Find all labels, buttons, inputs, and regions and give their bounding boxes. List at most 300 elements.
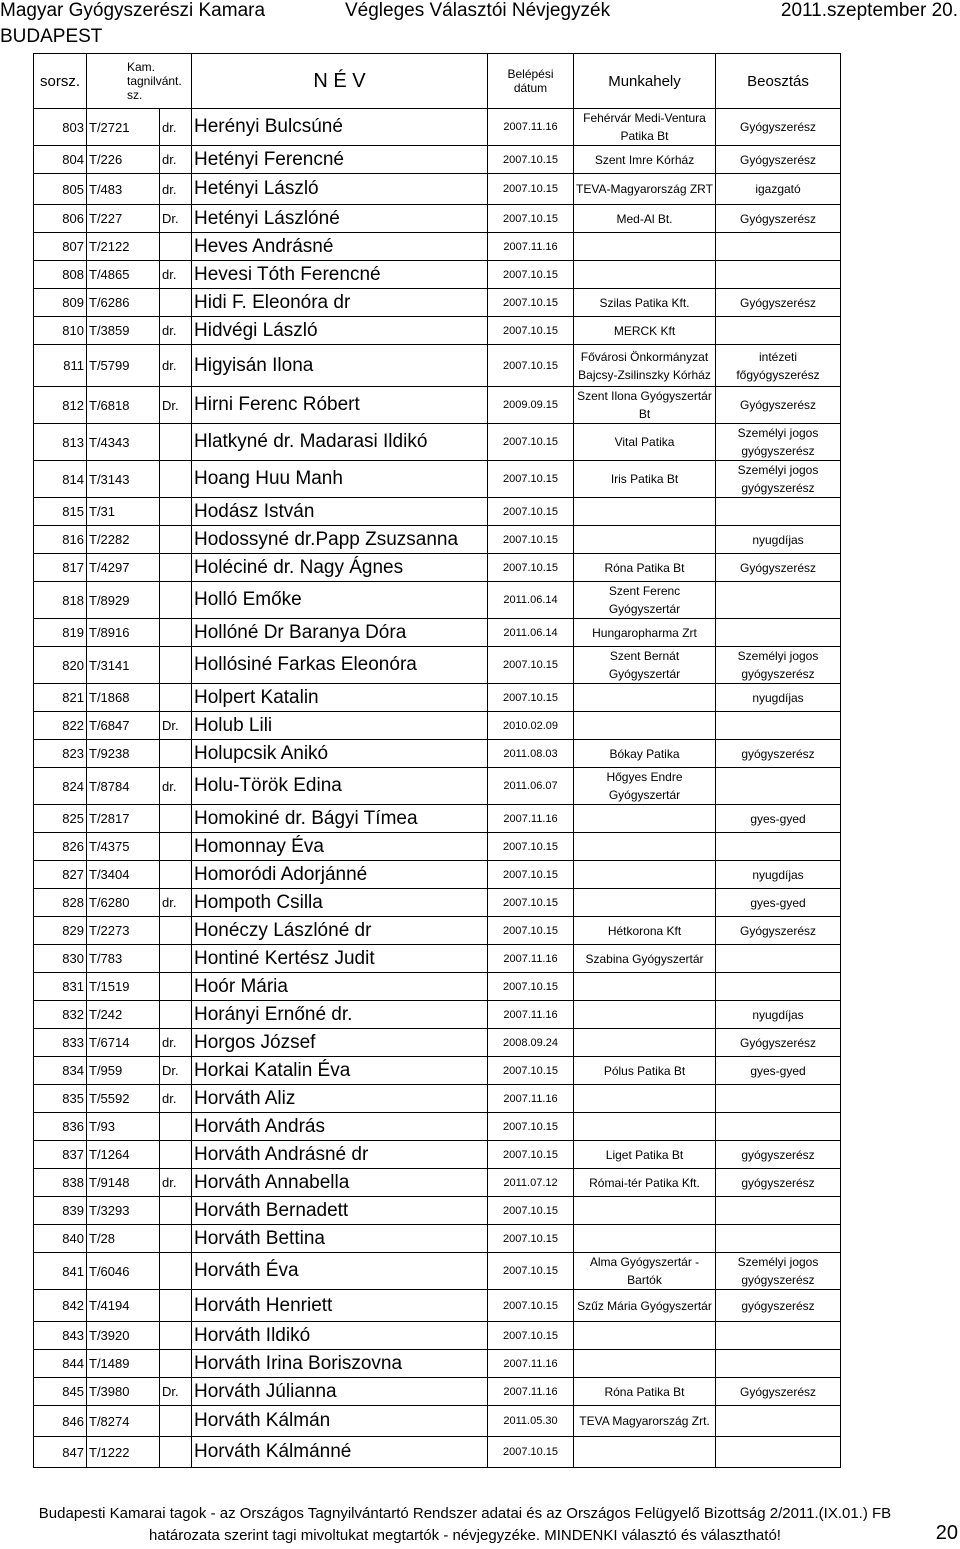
row-code: T/4194 bbox=[87, 1290, 160, 1322]
row-position: gyes-gyed bbox=[716, 805, 841, 833]
row-workplace bbox=[574, 1001, 716, 1029]
row-name: Horváth Kálmán bbox=[192, 1406, 488, 1437]
table-row bbox=[34, 1253, 841, 1290]
row-name: Hetényi Lászlóné bbox=[192, 205, 488, 233]
row-date: 2007.11.16 bbox=[488, 1085, 574, 1113]
row-number: 844 bbox=[34, 1350, 87, 1378]
row-number: 815 bbox=[34, 498, 87, 526]
table-row bbox=[34, 1085, 841, 1113]
row-code: T/3141 bbox=[87, 647, 160, 684]
row-position: Gyógyszerész bbox=[716, 109, 841, 146]
row-number: 809 bbox=[34, 289, 87, 317]
table-row bbox=[34, 861, 841, 889]
row-prefix bbox=[160, 461, 192, 498]
header-date: 2011.szeptember 20. bbox=[780, 0, 958, 21]
row-position: Személyi jogos gyógyszerész bbox=[716, 424, 841, 461]
row-code: T/8274 bbox=[87, 1406, 160, 1437]
row-date: 2007.10.15 bbox=[488, 1290, 574, 1322]
col-belepes: Belépési dátum bbox=[488, 54, 574, 109]
row-number: 829 bbox=[34, 917, 87, 945]
row-prefix: dr. bbox=[160, 1085, 192, 1113]
row-workplace bbox=[574, 1437, 716, 1468]
row-number: 828 bbox=[34, 889, 87, 917]
table-row bbox=[34, 526, 841, 554]
row-name: Homokiné dr. Bágyi Tímea bbox=[192, 805, 488, 833]
row-position bbox=[716, 317, 841, 345]
row-position bbox=[716, 582, 841, 619]
row-number: 843 bbox=[34, 1322, 87, 1350]
table-row bbox=[34, 345, 841, 387]
row-code: T/3920 bbox=[87, 1322, 160, 1350]
row-prefix bbox=[160, 526, 192, 554]
row-name: Hevesi Tóth Ferencné bbox=[192, 261, 488, 289]
table-row bbox=[34, 317, 841, 345]
row-date: 2007.10.15 bbox=[488, 1197, 574, 1225]
row-workplace: Róna Patika Bt bbox=[574, 1378, 716, 1406]
footer-line-2: határozata szerint tagi mivoltukat megtartók - névjegyzéke. MINDENKI választó és választható! bbox=[149, 1527, 781, 1544]
row-number: 831 bbox=[34, 973, 87, 1001]
row-workplace bbox=[574, 973, 716, 1001]
table-row bbox=[34, 945, 841, 973]
row-code: T/28 bbox=[87, 1225, 160, 1253]
row-prefix: dr. bbox=[160, 1169, 192, 1197]
row-number: 810 bbox=[34, 317, 87, 345]
row-workplace bbox=[574, 261, 716, 289]
row-code: T/8929 bbox=[87, 582, 160, 619]
table-row bbox=[34, 1378, 841, 1406]
row-workplace bbox=[574, 233, 716, 261]
row-name: Horkai Katalin Éva bbox=[192, 1057, 488, 1085]
row-date: 2007.10.15 bbox=[488, 861, 574, 889]
row-name: Horváth Éva bbox=[192, 1253, 488, 1290]
row-number: 807 bbox=[34, 233, 87, 261]
row-code: T/1222 bbox=[87, 1437, 160, 1468]
row-number: 817 bbox=[34, 554, 87, 582]
row-date: 2007.11.16 bbox=[488, 945, 574, 973]
table-row bbox=[34, 146, 841, 174]
row-name: Horváth Henriett bbox=[192, 1290, 488, 1322]
row-name: Horváth Aliz bbox=[192, 1085, 488, 1113]
voter-table bbox=[33, 53, 841, 1468]
row-workplace: Szent Ferenc Gyógyszertár bbox=[574, 582, 716, 619]
table-row bbox=[34, 768, 841, 805]
row-workplace bbox=[574, 889, 716, 917]
row-prefix bbox=[160, 945, 192, 973]
row-workplace bbox=[574, 861, 716, 889]
col-sorsz: sorsz. bbox=[34, 54, 87, 109]
row-prefix: Dr. bbox=[160, 1378, 192, 1406]
row-number: 806 bbox=[34, 205, 87, 233]
table-row bbox=[34, 1406, 841, 1437]
row-number: 811 bbox=[34, 345, 87, 387]
row-prefix bbox=[160, 861, 192, 889]
row-date: 2007.10.15 bbox=[488, 554, 574, 582]
table-row bbox=[34, 174, 841, 205]
table-row bbox=[34, 619, 841, 647]
row-number: 846 bbox=[34, 1406, 87, 1437]
table-row bbox=[34, 461, 841, 498]
row-date: 2011.06.14 bbox=[488, 619, 574, 647]
row-number: 830 bbox=[34, 945, 87, 973]
table-row bbox=[34, 917, 841, 945]
row-number: 816 bbox=[34, 526, 87, 554]
row-number: 847 bbox=[34, 1437, 87, 1468]
row-code: T/9238 bbox=[87, 740, 160, 768]
table-row bbox=[34, 109, 841, 146]
row-date: 2007.11.16 bbox=[488, 1350, 574, 1378]
table-row bbox=[34, 973, 841, 1001]
row-name: Hirni Ferenc Róbert bbox=[192, 387, 488, 424]
row-code: T/5799 bbox=[87, 345, 160, 387]
row-date: 2007.10.15 bbox=[488, 833, 574, 861]
row-name: Herényi Bulcsúné bbox=[192, 109, 488, 146]
row-prefix bbox=[160, 1406, 192, 1437]
row-number: 821 bbox=[34, 684, 87, 712]
row-code: T/4865 bbox=[87, 261, 160, 289]
row-position: gyógyszerész bbox=[716, 1141, 841, 1169]
table-row bbox=[34, 1113, 841, 1141]
row-position: Gyógyszerész bbox=[716, 1029, 841, 1057]
row-code: T/3293 bbox=[87, 1197, 160, 1225]
row-date: 2007.11.16 bbox=[488, 805, 574, 833]
row-prefix bbox=[160, 1322, 192, 1350]
row-workplace bbox=[574, 526, 716, 554]
row-workplace: Szent Imre Kórház bbox=[574, 146, 716, 174]
table-row bbox=[34, 1141, 841, 1169]
row-position: Gyógyszerész bbox=[716, 289, 841, 317]
row-name: Horgos József bbox=[192, 1029, 488, 1057]
table-row bbox=[34, 261, 841, 289]
row-workplace bbox=[574, 684, 716, 712]
row-position: igazgató bbox=[716, 174, 841, 205]
row-code: T/1489 bbox=[87, 1350, 160, 1378]
row-date: 2007.11.16 bbox=[488, 1001, 574, 1029]
row-prefix bbox=[160, 1225, 192, 1253]
row-date: 2007.11.16 bbox=[488, 109, 574, 146]
row-workplace bbox=[574, 1197, 716, 1225]
row-date: 2007.10.15 bbox=[488, 1253, 574, 1290]
row-workplace: Vital Patika bbox=[574, 424, 716, 461]
row-code: T/227 bbox=[87, 205, 160, 233]
row-workplace: Bókay Patika bbox=[574, 740, 716, 768]
row-workplace: Fővárosi Önkormányzat Bajcsy-Zsilinszky Kórház bbox=[574, 345, 716, 387]
row-code: T/6714 bbox=[87, 1029, 160, 1057]
row-date: 2007.10.15 bbox=[488, 917, 574, 945]
row-date: 2007.10.15 bbox=[488, 1437, 574, 1468]
row-date: 2007.10.15 bbox=[488, 647, 574, 684]
row-code: T/9148 bbox=[87, 1169, 160, 1197]
row-name: Horváth Bettina bbox=[192, 1225, 488, 1253]
row-position: Személyi jogos gyógyszerész bbox=[716, 1253, 841, 1290]
row-code: T/1264 bbox=[87, 1141, 160, 1169]
row-prefix bbox=[160, 582, 192, 619]
row-date: 2011.06.07 bbox=[488, 768, 574, 805]
row-code: T/242 bbox=[87, 1001, 160, 1029]
row-date: 2007.10.15 bbox=[488, 889, 574, 917]
row-number: 813 bbox=[34, 424, 87, 461]
row-position: gyógyszerész bbox=[716, 740, 841, 768]
row-position: nyugdíjas bbox=[716, 526, 841, 554]
footer-line-1: Budapesti Kamarai tagok - az Országos Tagnyilvántartó Rendszer adatai és az Országos Felügyelő Bizottság 2/2011.(IX.01.) FB bbox=[38, 1505, 892, 1522]
row-prefix bbox=[160, 554, 192, 582]
row-date: 2008.09.24 bbox=[488, 1029, 574, 1057]
row-date: 2011.06.14 bbox=[488, 582, 574, 619]
row-number: 836 bbox=[34, 1113, 87, 1141]
table-row bbox=[34, 1437, 841, 1468]
row-position: intézeti főgyógyszerész bbox=[716, 345, 841, 387]
row-name: Homonnay Éva bbox=[192, 833, 488, 861]
row-position bbox=[716, 1197, 841, 1225]
row-prefix: dr. bbox=[160, 174, 192, 205]
header-title: Végleges Választói Névjegyzék bbox=[345, 0, 611, 21]
row-prefix bbox=[160, 498, 192, 526]
row-position: Gyógyszerész bbox=[716, 387, 841, 424]
row-name: Holupcsik Anikó bbox=[192, 740, 488, 768]
row-workplace: Med-Al Bt. bbox=[574, 205, 716, 233]
row-prefix bbox=[160, 647, 192, 684]
table-row bbox=[34, 1290, 841, 1322]
row-name: Hollósiné Farkas Eleonóra bbox=[192, 647, 488, 684]
col-beosztas: Beosztás bbox=[716, 54, 841, 109]
row-date: 2007.10.15 bbox=[488, 317, 574, 345]
row-prefix bbox=[160, 740, 192, 768]
row-date: 2007.10.15 bbox=[488, 1057, 574, 1085]
row-position bbox=[716, 712, 841, 740]
row-workplace: TEVA-Magyarország ZRT bbox=[574, 174, 716, 205]
table-row bbox=[34, 889, 841, 917]
row-name: Hoór Mária bbox=[192, 973, 488, 1001]
row-number: 827 bbox=[34, 861, 87, 889]
row-number: 804 bbox=[34, 146, 87, 174]
table-row bbox=[34, 1057, 841, 1085]
table-row bbox=[34, 205, 841, 233]
row-position bbox=[716, 1085, 841, 1113]
row-prefix bbox=[160, 833, 192, 861]
table-header-row bbox=[34, 54, 841, 109]
row-code: T/6280 bbox=[87, 889, 160, 917]
row-code: T/3404 bbox=[87, 861, 160, 889]
row-workplace: Hungaropharma Zrt bbox=[574, 619, 716, 647]
row-number: 837 bbox=[34, 1141, 87, 1169]
row-date: 2007.10.15 bbox=[488, 1141, 574, 1169]
col-kam: Kam. tagnilvánt. sz. bbox=[87, 54, 192, 109]
row-position bbox=[716, 498, 841, 526]
row-workplace: Római-tér Patika Kft. bbox=[574, 1169, 716, 1197]
row-prefix bbox=[160, 1197, 192, 1225]
row-position bbox=[716, 233, 841, 261]
row-workplace: Liget Patika Bt bbox=[574, 1141, 716, 1169]
row-workplace: Hőgyes Endre Gyógyszertár bbox=[574, 768, 716, 805]
row-position bbox=[716, 261, 841, 289]
table-row bbox=[34, 387, 841, 424]
table-row bbox=[34, 647, 841, 684]
row-code: T/1519 bbox=[87, 973, 160, 1001]
row-workplace: Róna Patika Bt bbox=[574, 554, 716, 582]
row-workplace bbox=[574, 1029, 716, 1057]
row-number: 803 bbox=[34, 109, 87, 146]
row-workplace: Hétkorona Kft bbox=[574, 917, 716, 945]
row-workplace: Szilas Patika Kft. bbox=[574, 289, 716, 317]
row-number: 841 bbox=[34, 1253, 87, 1290]
page-number: 20 bbox=[935, 1522, 958, 1544]
row-position: Személyi jogos gyógyszerész bbox=[716, 647, 841, 684]
table-row bbox=[34, 498, 841, 526]
table-row bbox=[34, 833, 841, 861]
row-name: Holub Lili bbox=[192, 712, 488, 740]
row-workplace: MERCK Kft bbox=[574, 317, 716, 345]
row-prefix: dr. bbox=[160, 261, 192, 289]
row-workplace: Szent Ilona Gyógyszertár Bt bbox=[574, 387, 716, 424]
row-name: Horváth Andrásné dr bbox=[192, 1141, 488, 1169]
row-position: nyugdíjas bbox=[716, 861, 841, 889]
row-date: 2007.10.15 bbox=[488, 424, 574, 461]
row-workplace bbox=[574, 1322, 716, 1350]
row-date: 2007.11.16 bbox=[488, 233, 574, 261]
row-name: Hetényi Ferencné bbox=[192, 146, 488, 174]
row-number: 842 bbox=[34, 1290, 87, 1322]
row-number: 822 bbox=[34, 712, 87, 740]
row-name: Horváth Irina Boriszovna bbox=[192, 1350, 488, 1378]
row-position: Személyi jogos gyógyszerész bbox=[716, 461, 841, 498]
row-code: T/6286 bbox=[87, 289, 160, 317]
row-prefix bbox=[160, 1290, 192, 1322]
table-row bbox=[34, 582, 841, 619]
row-name: Honéczy Lászlóné dr bbox=[192, 917, 488, 945]
row-position bbox=[716, 1350, 841, 1378]
row-date: 2007.10.15 bbox=[488, 345, 574, 387]
row-name: Horváth Annabella bbox=[192, 1169, 488, 1197]
table-row bbox=[34, 684, 841, 712]
row-code: T/2282 bbox=[87, 526, 160, 554]
row-workplace bbox=[574, 498, 716, 526]
row-prefix bbox=[160, 619, 192, 647]
row-name: Hlatkyné dr. Madarasi Ildikó bbox=[192, 424, 488, 461]
row-number: 805 bbox=[34, 174, 87, 205]
row-date: 2007.10.15 bbox=[488, 289, 574, 317]
row-prefix: dr. bbox=[160, 317, 192, 345]
row-position: nyugdíjas bbox=[716, 1001, 841, 1029]
row-name: Horányi Ernőné dr. bbox=[192, 1001, 488, 1029]
row-position: Gyógyszerész bbox=[716, 554, 841, 582]
row-prefix: Dr. bbox=[160, 387, 192, 424]
row-number: 812 bbox=[34, 387, 87, 424]
row-number: 820 bbox=[34, 647, 87, 684]
row-position bbox=[716, 1437, 841, 1468]
row-name: Hompoth Csilla bbox=[192, 889, 488, 917]
row-number: 838 bbox=[34, 1169, 87, 1197]
row-position: gyes-gyed bbox=[716, 1057, 841, 1085]
row-code: T/3980 bbox=[87, 1378, 160, 1406]
row-date: 2009.09.15 bbox=[488, 387, 574, 424]
row-workplace bbox=[574, 1085, 716, 1113]
row-name: Horváth András bbox=[192, 1113, 488, 1141]
row-number: 834 bbox=[34, 1057, 87, 1085]
row-position bbox=[716, 619, 841, 647]
row-code: T/31 bbox=[87, 498, 160, 526]
row-number: 823 bbox=[34, 740, 87, 768]
row-prefix: Dr. bbox=[160, 1057, 192, 1085]
row-code: T/6818 bbox=[87, 387, 160, 424]
row-name: Hetényi László bbox=[192, 174, 488, 205]
row-code: T/6847 bbox=[87, 712, 160, 740]
row-date: 2007.10.15 bbox=[488, 261, 574, 289]
row-date: 2007.10.15 bbox=[488, 174, 574, 205]
row-position: Gyógyszerész bbox=[716, 146, 841, 174]
row-workplace bbox=[574, 1113, 716, 1141]
row-code: T/5592 bbox=[87, 1085, 160, 1113]
table-row bbox=[34, 805, 841, 833]
row-number: 845 bbox=[34, 1378, 87, 1406]
row-number: 824 bbox=[34, 768, 87, 805]
row-position: gyes-gyed bbox=[716, 889, 841, 917]
row-code: T/2122 bbox=[87, 233, 160, 261]
row-workplace: Iris Patika Bt bbox=[574, 461, 716, 498]
row-position: Gyógyszerész bbox=[716, 1378, 841, 1406]
row-date: 2007.10.15 bbox=[488, 461, 574, 498]
row-code: T/783 bbox=[87, 945, 160, 973]
row-code: T/2817 bbox=[87, 805, 160, 833]
row-prefix bbox=[160, 424, 192, 461]
row-code: T/6046 bbox=[87, 1253, 160, 1290]
table-row bbox=[34, 1225, 841, 1253]
row-workplace: TEVA Magyarország Zrt. bbox=[574, 1406, 716, 1437]
header-city: BUDAPEST bbox=[0, 26, 103, 47]
row-prefix: dr. bbox=[160, 146, 192, 174]
row-code: T/8784 bbox=[87, 768, 160, 805]
row-prefix bbox=[160, 1141, 192, 1169]
row-position bbox=[716, 973, 841, 1001]
row-name: Horváth Bernadett bbox=[192, 1197, 488, 1225]
row-date: 2007.10.15 bbox=[488, 526, 574, 554]
row-date: 2007.10.15 bbox=[488, 1113, 574, 1141]
row-number: 814 bbox=[34, 461, 87, 498]
row-name: Heves Andrásné bbox=[192, 233, 488, 261]
row-prefix: dr. bbox=[160, 345, 192, 387]
table-row bbox=[34, 1197, 841, 1225]
row-workplace: Szabina Gyógyszertár bbox=[574, 945, 716, 973]
row-position: nyugdíjas bbox=[716, 684, 841, 712]
row-prefix bbox=[160, 1001, 192, 1029]
row-number: 833 bbox=[34, 1029, 87, 1057]
row-position bbox=[716, 833, 841, 861]
row-date: 2007.10.15 bbox=[488, 1225, 574, 1253]
row-prefix bbox=[160, 233, 192, 261]
row-position bbox=[716, 1225, 841, 1253]
row-position bbox=[716, 1322, 841, 1350]
row-name: Holu-Török Edina bbox=[192, 768, 488, 805]
row-workplace bbox=[574, 712, 716, 740]
row-name: Homoródi Adorjánné bbox=[192, 861, 488, 889]
row-position bbox=[716, 1406, 841, 1437]
row-number: 826 bbox=[34, 833, 87, 861]
row-name: Hidi F. Eleonóra dr bbox=[192, 289, 488, 317]
row-name: Higyisán Ilona bbox=[192, 345, 488, 387]
row-code: T/4375 bbox=[87, 833, 160, 861]
row-number: 825 bbox=[34, 805, 87, 833]
row-date: 2011.07.12 bbox=[488, 1169, 574, 1197]
row-code: T/4343 bbox=[87, 424, 160, 461]
row-prefix bbox=[160, 973, 192, 1001]
row-workplace: Szűz Mária Gyógyszertár bbox=[574, 1290, 716, 1322]
table-row bbox=[34, 289, 841, 317]
row-number: 808 bbox=[34, 261, 87, 289]
row-code: T/959 bbox=[87, 1057, 160, 1085]
row-date: 2011.05.30 bbox=[488, 1406, 574, 1437]
row-code: T/93 bbox=[87, 1113, 160, 1141]
row-prefix bbox=[160, 684, 192, 712]
row-date: 2007.10.15 bbox=[488, 1322, 574, 1350]
row-prefix: dr. bbox=[160, 889, 192, 917]
